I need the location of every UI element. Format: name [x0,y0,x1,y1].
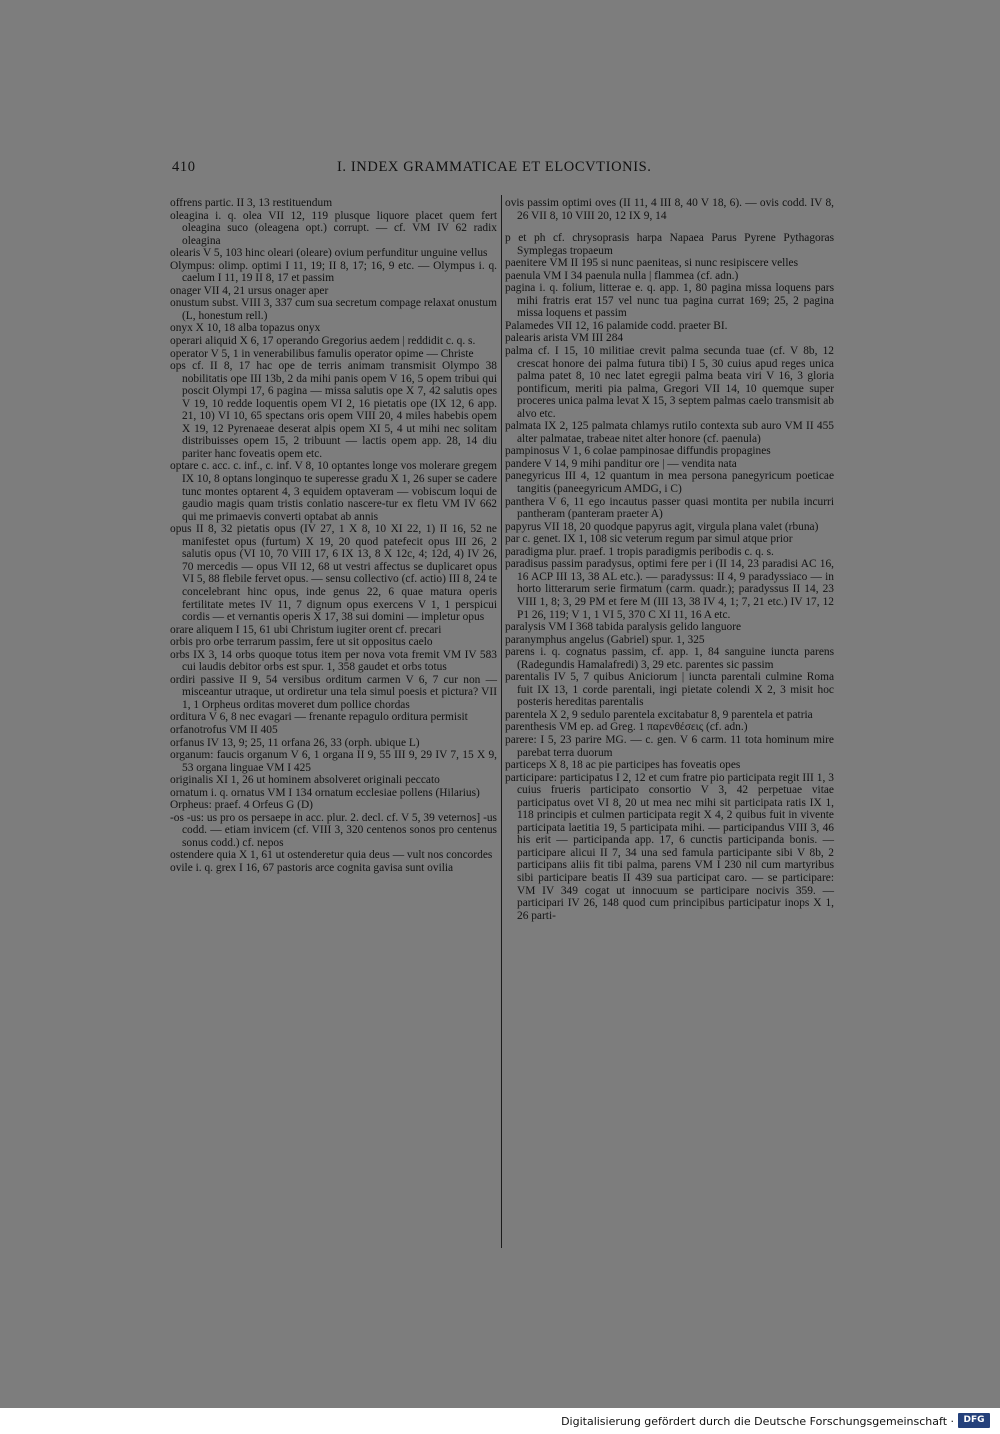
index-entry: operari aliquid X 6, 17 operando Gregorius aedem | reddidit c. q. s. [170,335,476,348]
index-entry: parentela X 2, 9 sedulo parentela excitabatur 8, 9 parentela et patria [505,708,813,721]
index-entry: ovile i. q. grex I 16, 67 pastoris arce cognita gavisa sunt ovilia [170,861,454,874]
index-entry: offrens partic. II 3, 13 restituendum [170,197,333,209]
index-entry: Orpheus: praef. 4 Orfeus G (D) [170,799,313,812]
index-entry: papyrus VII 18, 20 quodque papyrus agit, virgula plana valet (rbuna) [505,520,819,533]
right-column [505,197,834,922]
index-entry: oleagina i. q. olea VII 12, 119 plusque liquore placet quem fert oleagina suco (oleagena opt.) corrupt. — cf. VM IV 62 radix oleagina [170,209,497,247]
index-entry: paralysis VM I 368 tabida paralysis gelido languore [505,621,742,634]
index-entry: paenitere VM II 195 si nunc paeniteas, si nunc resipiscere velles [505,257,799,270]
index-entry: parens i. q. cognatus passim, cf. app. 1, 84 sanguine iuncta parens (Radegundis Hamalafredi) 3, 29 etc. parentes sic passim [505,646,834,671]
index-entry: optare c. acc. c. inf., c. inf. V 8, 10 optantes longe vos molerare gregem IX 10, 8 optans longinquo te superesse gradu X 1, 26 super se cadere tunc montes optarent 4, 3 equidem optaveram — vobiscum loqui de gaudio magis quam tristis conlatio nascere-tur ex fletu VM IV 662 qui me primaevis converti optabat ab annis [170,460,497,523]
index-entry: onyx X 10, 18 alba topazus onyx [170,322,321,335]
running-title: I. INDEX GRAMMATICAE ET ELOCVTIONIS. [337,159,652,175]
index-entry: par c. genet. IX 1, 108 sic veterum regum par simul atque prior [505,533,793,546]
index-entry: panthera V 6, 11 ego incautus passer quasi montita per nubila incurri pantheram (panteram praeter A) [505,495,834,521]
index-entry: ostendere quia X 1, 61 ut ostenderetur quia deus — vult nos concordes [170,849,493,862]
index-entry: paranymphus angelus (Gabriel) spur. 1, 325 [505,633,705,646]
index-entry: pagina i. q. folium, litterae e. q. app. 1, 80 pagina missa loquens pars mihi fratris erat 157 vel nunc tua pagina currat 169; 25, 2 pagina missa loquens et passim [505,282,834,320]
index-entry: palmata IX 2, 125 palmata chlamys rutilo contexta sub auro VM II 455 alter palmatae, trabeae nitet alter honore (cf. paenula) [505,420,834,445]
index-entry: palearis arista VM III 284 [505,332,624,345]
index-entry: ornatum i. q. ornatus VM I 134 ornatum ecclesiae pollens (Hilarius) [170,786,480,799]
index-entry: -os -us: us pro os persaepe in acc. plur. 2. decl. cf. V 5, 39 veternos] -us codd. — etiam invicem (cf. VIII 3, 320 centenos sonos pro centenus sonus codd.) cf. nepos [170,811,497,849]
index-entry: panegyricus III 4, 12 quantum in mea persona panegyricum poeticae tangitis (paneegyricum AMDG, i C) [505,470,834,496]
index-entry: parenthesis VM ep. ad Greg. 1 παρενθέσεις (cf. adn.) [505,721,748,734]
index-entry: opus II 8, 32 pietatis opus (IV 27, 1 X 8, 10 XI 22, 1) II 16, 52 ne manifestet opus (furtum) X 19, 20 quod patefecit opus III 26, 2 salutis opus (VI 10, 70 VIII 17, 6 IX 13, 8 X 12c, 4; 12d, 4) IV 26, 70 mercedis — opus VII 12, 68 ut vestri affectus se duplicaret opus VI 5, 88 flebile fervet opus. — sensu collectivo (cf. actio) III 8, 24 te concelebrant hinc opus, inde genus 22, 6 quae matura operis fertilitate metes IV 11, 7 dignum opus exercens V 1, 1 perspicui cordis — et vernantis operis X 17, 38 sui domini — impletur opus [170,523,497,624]
index-entry: onager VII 4, 21 ursus onager aper [170,284,329,297]
index-entry: orditura V 6, 8 nec evagari — frenante repagulo orditura permisit [170,711,468,724]
index-entry: ordiri passive II 9, 54 versibus orditum carmen V 6, 7 cur non — misceantur utraque, ut ordiretur una tela simul poesis et pictura? VII 1, 1 Orpheus orditas moveret dum pollice chordas [170,673,497,711]
index-entry: paradisus passim paradysus, optimi fere per i (II 14, 23 paradisi AC 16, 16 ACP III 13, 38 AL etc.). — paradyssus: II 4, 9 paradyssiaco — in horto litterarum serie firmatum (carm. quadr.); paradyssus II 14, 23 VIII 1, 8; 3, 29 PM et fere M (III 13, 38 IV 4, 1; 7, 21 etc.) IV 17, 12 P1 26, 119; V 1, 1 VI 5, 370 C XI 11, 16 A etc. [505,558,834,621]
index-entry: originalis XI 1, 26 ut hominem absolveret originali peccato [170,774,440,787]
index-entry: orbs IX 3, 14 orbs quoque totus item per nova vota fremit VM IV 583 cui laudis debitor orbs est spur. 1, 358 gaudet et orbs totus [170,648,497,674]
index-entry: paradigma plur. praef. 1 tropis paradigmis peribodis c. q. s. [505,545,774,558]
index-entry: pandere V 14, 9 mihi panditur ore | — vendita nata [505,457,737,470]
index-entry: participare: participatus I 2, 12 et cum fratre pio participata regit III 1, 3 cuius frueris participato consortio V 3, 42 perpetuae vitae participatus ovet VI 8, 20 ut mea nec mihi sit participata ratis IX 1, 118 principis et culmen participata regit X 4, 2 quibus fuit in vivente participata laetitia 19, 5 participata mihi. — participandus VIII 3, 46 his erit — participanda app. 17, 6 cunctis participanda bonis. — participare alicui II 7, 34 una sed famula participante sibi V 8b, 2 participans aliis fit tibi palma, parens VM I 230 nil cum martyribus sibi participare beatis II 439 sua participat caro. — se participare: VM IV 349 cogat ut innocuum se participare nocivis 359. — participari IV 26, 148 quod cum principibus participatur inops X 1, 26 parti- [505,771,834,922]
index-entry: pampinosus V 1, 6 colae pampinosae diffundis propagines [505,445,771,458]
index-entry: paenula VM I 34 paenula nulla | flammea (cf. adn.) [505,269,739,282]
index-entry: orfanus IV 13, 9; 25, 11 orfana 26, 33 (orph. ubique L) [170,736,420,749]
page-number: 410 [172,159,196,175]
funding-notice: Digitalisierung gefördert durch die Deutsche Forschungsgemeinschaft · [561,1415,954,1428]
index-entry: ovis passim optimi oves (II 11, 4 III 8, 40 V 18, 6). — ovis codd. IV 8, 26 VII 8, 10 VIII 20, 12 IX 9, 14 [505,197,834,222]
index-entry: parentalis IV 5, 7 quibus Aniciorum | iuncta parentali culmine Roma fuit IX 13, 1 corde parentali, ingi pietate colendi X 2, 3 misit hoc posteris hereditas parentalis [505,671,834,709]
index-entry: parere: I 5, 23 parire MG. — c. gen. V 6 carm. 11 tota hominum mire parebat terra duorum [505,733,834,759]
left-column [170,197,497,875]
index-entry: olearis V 5, 103 hinc oleari (oleare) ovium perfunditur unguine vellus [170,247,488,260]
index-entry: particeps X 8, 18 ac pie participes has foveatis opes [505,759,741,772]
index-entry: onustum subst. VIII 3, 337 cum sua secretum compage relaxat onustum (L, honestum rell.) [170,297,497,322]
index-entry: orare aliquem I 15, 61 ubi Christum iugiter orent cf. precari [170,623,442,636]
index-entry: palma cf. I 15, 10 militiae crevit palma secunda tuae (cf. V 8b, 12 crescat honore dei palma futura tibi) I 5, 30 cuius apud reges unica palma patet 8, 10 nec latet egregii palma beata viri V 16, 3 gloria pontificum, meriti pia palma, Gregori VII 14, 10 quemque super proceres unica palma levat X 15, 3 septem palmas caelo transmisit ab alvo etc. [505,345,834,420]
page-header [172,157,835,181]
index-entry: orfanotrofus VM II 405 [170,723,278,736]
footer-bar [0,1408,1000,1434]
index-entry: organum: faucis organum V 6, 1 organa II 9, 55 III 9, 29 IV 7, 15 X 9, 53 organa linguae VM I 425 [170,749,497,774]
index-entry: orbis pro orbe terrarum passim, fere ut sit oppositus caelo [170,636,433,649]
column-divider [501,195,502,1248]
index-entry: Olympus: olimp. optimi I 11, 19; II 8, 17; 16, 9 etc. — Olympus i. q. caelum I 11, 19 II 8, 17 et passim [170,259,497,285]
dfg-logo: DFG [958,1413,990,1428]
index-entry: ops cf. II 8, 17 hac ope de terris animam transmisit Olympo 38 nobilitatis ope III 13b, 2 da mihi panis opem V 16, 5 opem tribui qui poscit Olympi 17, 6 pagina — missa salutis ope X 7, 42 salutis opes V 19, 10 redde loquentis opem VI 2, 16 pietatis ope (IX 12, 6 app. 21, 10) VI 10, 65 spectans oris opem VIII 20, 4 miles habebis opem X 19, 12 Pyrenaeae deserat alpis opem XI 5, 4 ut mihi nec solitam distribuisses opem 15, 2 tribuunt — lactis opem app. 28, 14 diu pariter hanc foveatis opem etc. [170,360,497,460]
index-entry: Palamedes VII 12, 16 palamide codd. praeter BI. [505,319,728,332]
index-entry: operator V 5, 1 in venerabilibus famulis operator opime — Christe [170,347,474,360]
index-entry: p et ph cf. chrysoprasis harpa Napaea Parus Pyrene Pythagoras Symplegas tropaeum [505,232,834,257]
